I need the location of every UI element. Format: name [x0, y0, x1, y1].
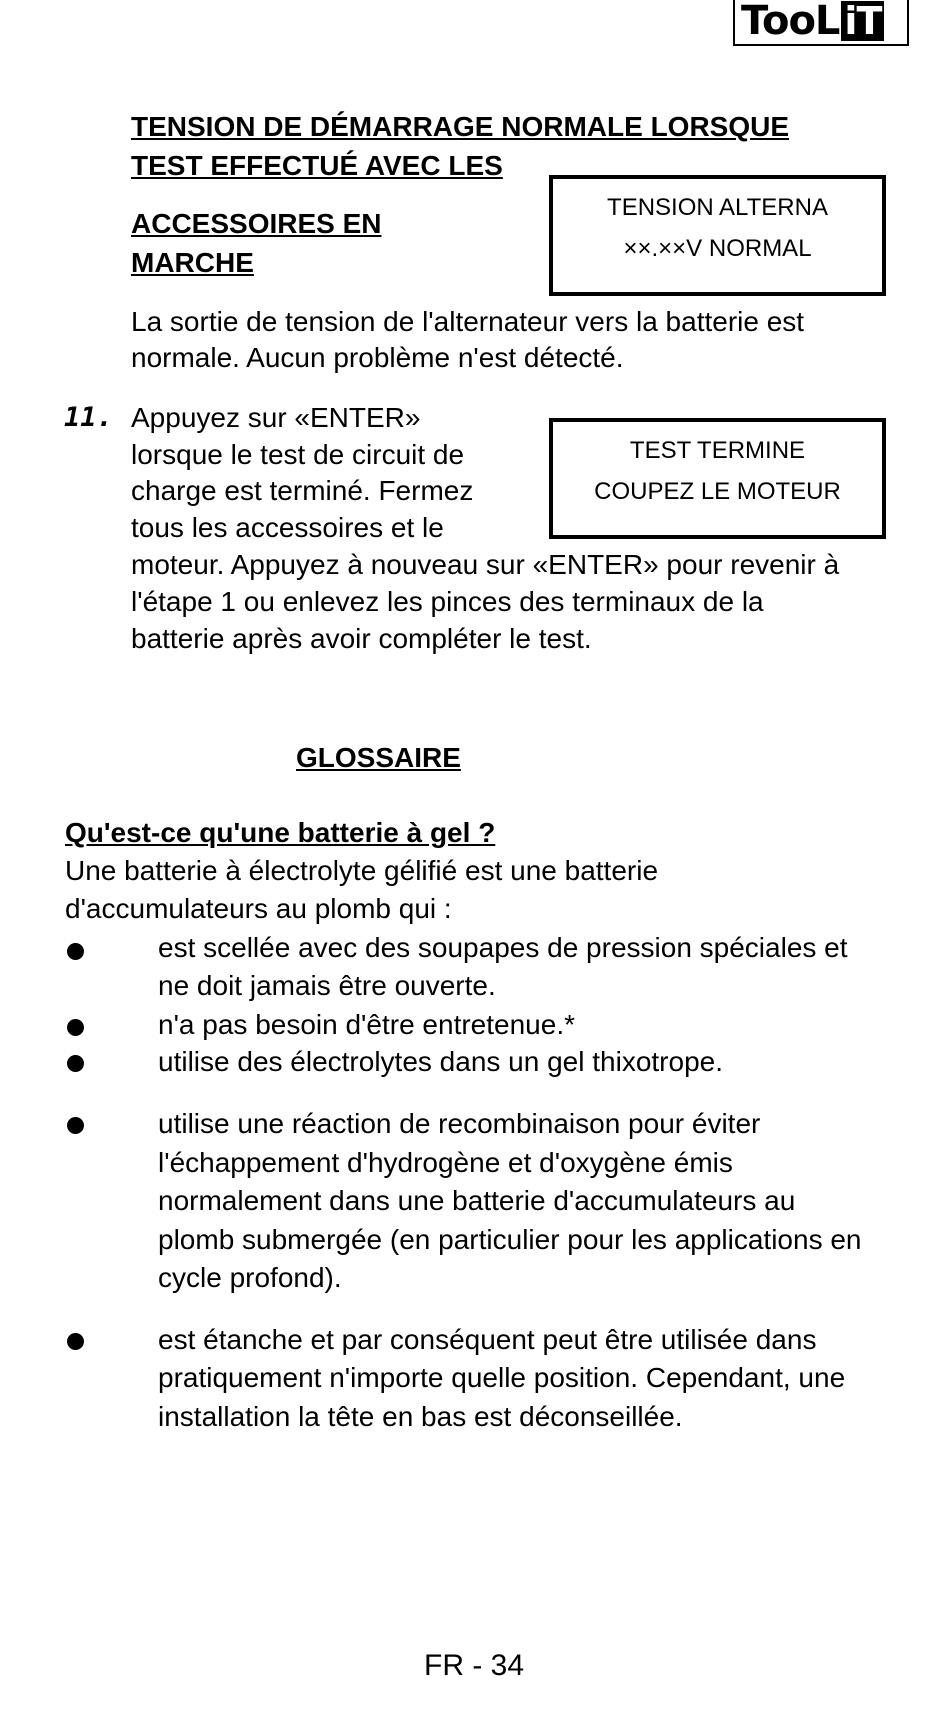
step-text-line3: charge est terminé. Fermez	[131, 475, 474, 506]
bullet-1-line2: ne doit jamais être ouverte.	[158, 970, 496, 1001]
bullet-4-line4: plomb submergée (en particulier pour les applications en	[158, 1224, 862, 1255]
bullet-dot	[67, 1055, 84, 1072]
lcd-line2: ××.××V NORMAL	[623, 235, 812, 262]
page-number: FR - 34	[424, 1649, 525, 1682]
lcd-line1: TENSION ALTERNA	[607, 194, 828, 221]
step-text-line2: lorsque le test de circuit de	[131, 439, 465, 470]
toolit-logo	[733, 0, 909, 46]
lcd-display-test-complete	[549, 418, 886, 539]
glossary-intro-line1: Une batterie à électrolyte gélifié est une batterie	[65, 855, 659, 886]
bullet-2-line1: n'a pas besoin d'être entretenue.*	[158, 1009, 575, 1040]
glossary-intro-line2: d'accumulateurs au plomb qui :	[65, 893, 452, 924]
bullet-4-line1: utilise une réaction de recombinaison pour éviter	[158, 1108, 761, 1139]
bullet-5-line2: pratiquement n'importe quelle position. Cependant, une	[158, 1362, 846, 1393]
lcd-line1: TEST TERMINE	[629, 437, 806, 464]
section-heading-line3: ACCESSOIRES EN	[131, 208, 382, 239]
glossary-question: Qu'est-ce qu'une batterie à gel ?	[65, 817, 496, 848]
bullet-4-line5: cycle profond).	[158, 1262, 342, 1293]
bullet-dot	[67, 1333, 84, 1350]
section-heading-line2: TEST EFFECTUÉ AVEC LES	[131, 150, 503, 181]
lcd-line2: COUPEZ LE MOTEUR	[594, 478, 841, 505]
lcd-display-alternator	[549, 175, 886, 296]
glossary-title: GLOSSAIRE	[296, 742, 461, 773]
step-text-line5: moteur. Appuyez à nouveau sur «ENTER» pour revenir à	[131, 549, 840, 580]
bullet-4-line3: normalement dans une batterie d'accumulateurs au	[158, 1185, 796, 1216]
logo-text: TooL iT	[741, 0, 884, 42]
step-number: 11.	[64, 402, 113, 433]
step-text-line7: batterie après avoir compléter le test.	[131, 623, 592, 654]
bullet-dot	[67, 1019, 84, 1036]
bullet-4-line2: l'échappement d'hydrogène et d'oxygène émis	[158, 1147, 733, 1178]
bullet-5-line1: est étanche et par conséquent peut être utilisée dans	[158, 1324, 817, 1355]
section-heading-line4: MARCHE	[131, 247, 254, 278]
step-text-line4: tous les accessoires et le	[131, 512, 444, 543]
logo-accent: iT	[841, 1, 884, 41]
bullet-3-line1: utilise des électrolytes dans un gel thixotrope.	[158, 1046, 723, 1077]
bullet-5-line3: installation la tête en bas est déconseillée.	[158, 1401, 683, 1432]
result-text-line1: La sortie de tension de l'alternateur vers la batterie est	[131, 306, 805, 337]
step-text-line6: l'étape 1 ou enlevez les pinces des terminaux de la	[131, 586, 764, 617]
section-heading-line1: TENSION DE DÉMARRAGE NORMALE LORSQUE	[131, 111, 790, 142]
bullet-1-line1: est scellée avec des soupapes de pression spéciales et	[158, 932, 848, 963]
bullet-dot	[67, 943, 84, 960]
step-text-line1: Appuyez sur «ENTER»	[131, 402, 421, 433]
bullet-dot	[67, 1117, 84, 1134]
result-text-line2: normale. Aucun problème n'est détecté.	[131, 342, 624, 373]
